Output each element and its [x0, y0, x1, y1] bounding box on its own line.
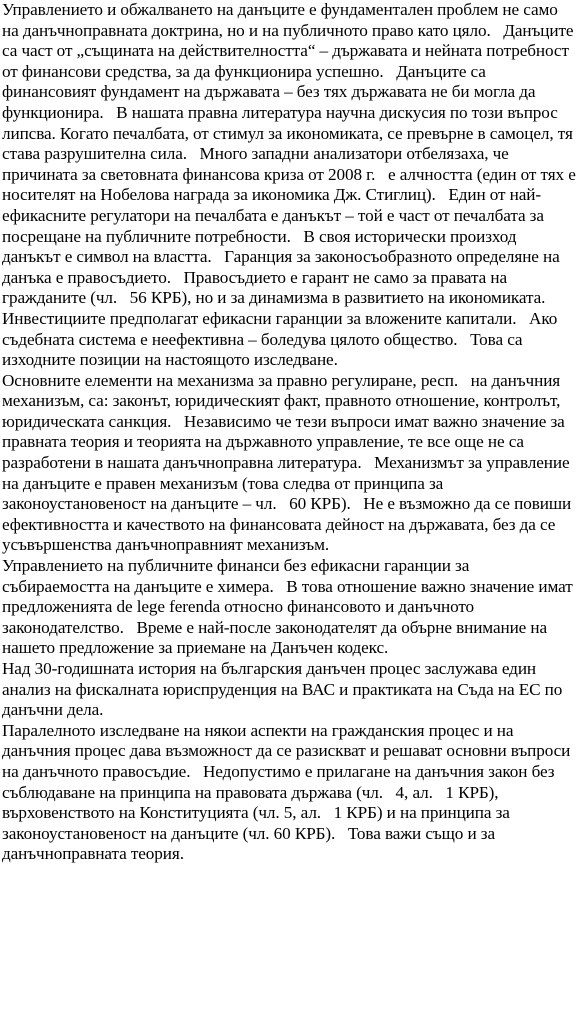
paragraph-parallel-study: Паралелното изследване на някои аспекти на гражданския процес и на данъчния процес дава възможност да се разискват и решават основни въпроси на данъчното правосъдие. Недопустимо е прилагане на данъчния закон без съблюдаване на принципа на правовата държава (чл. 4, ал. 1 КРБ), върховенството на Конституцията (чл. 5, ал. 1 КРБ) и на принципа за законоустановеност на данъците (чл. 60 КРБ). Това важи също и за данъчноправната теория.: [2, 720, 575, 864]
paragraph-history: Над 30-годишната история на българския данъчен процес заслужава един анализ на фискалната юриспруденция на ВАС и практиката на Съда на ЕС по данъчни дела.: [2, 659, 567, 720]
paragraph-mechanism: Основните елементи на механизма за правно регулиране, респ. на данъчния механизъм, са: законът, юридическият факт, правното отношение, контролът, юридическата санкция. Независимо че тези въпроси имат важно значение за правната теория и теорията на държавното управление, те все още не са разработени в нашата данъчноправна литература. Механизмът за управление на данъците е правен механизъм (това следва от принципа за законоустановеност на данъците – чл. 60 КРБ). Не е възможно да се повиши ефективността и качеството на финансовата дейност на държавата, без да се усъвършенства данъчноправният механизъм.: [2, 370, 576, 555]
paragraph-intro: Управлението и обжалването на данъците е фундаментален проблем не само на данъчноправната доктрина, но и на публичното право като цяло. Данъците са част от „същината на действителността“ – държавата и нейната потребност от финансови средства, за да функционира успешно. Данъците са финансовият фундамент на държавата – без тях държавата не би могла да функционира. В нашата правна литература научна дискусия по този въпрос липсва. Когато печалбата, от стимул за икономиката, се превърне в самоцел, тя става разрушителна сила. Много западни анализатори отбелязаха, че причината за световната финансова криза от 2008 г. е алчността (един от тях е носителят на Нобелова награда за икономика Дж. Стиглиц). Един от най-ефикасните регулатори на печалбата е данъкът – той е част от печалбата за посрещане на публичните потребности. В своя исторически произход данъкът е символ на властта. Гаранция за законосъобразното определяне на данъка е правосъдието. Правосъдието е гарант не само за правата на гражданите (чл. 56 КРБ), но и за динамизма в развитието на икономиката. Инвестициите предполагат ефикасни гаранции за вложените капитали. Ако съдебната система е неефективна – боледува цялото общество. Това са изходните позиции на настоящото изследване.: [2, 0, 580, 370]
paragraph-public-finance: Управлението на публичните финанси без ефикасни гаранции за събираемостта на данъците е химера. В това отношение важно значение имат предложенията de lege ferenda относно финансовото и данъчното законодателство. Време е най-после законодателят да обърне внимание на нашето предложение за приемане на Данъчен кодекс.: [2, 556, 577, 658]
